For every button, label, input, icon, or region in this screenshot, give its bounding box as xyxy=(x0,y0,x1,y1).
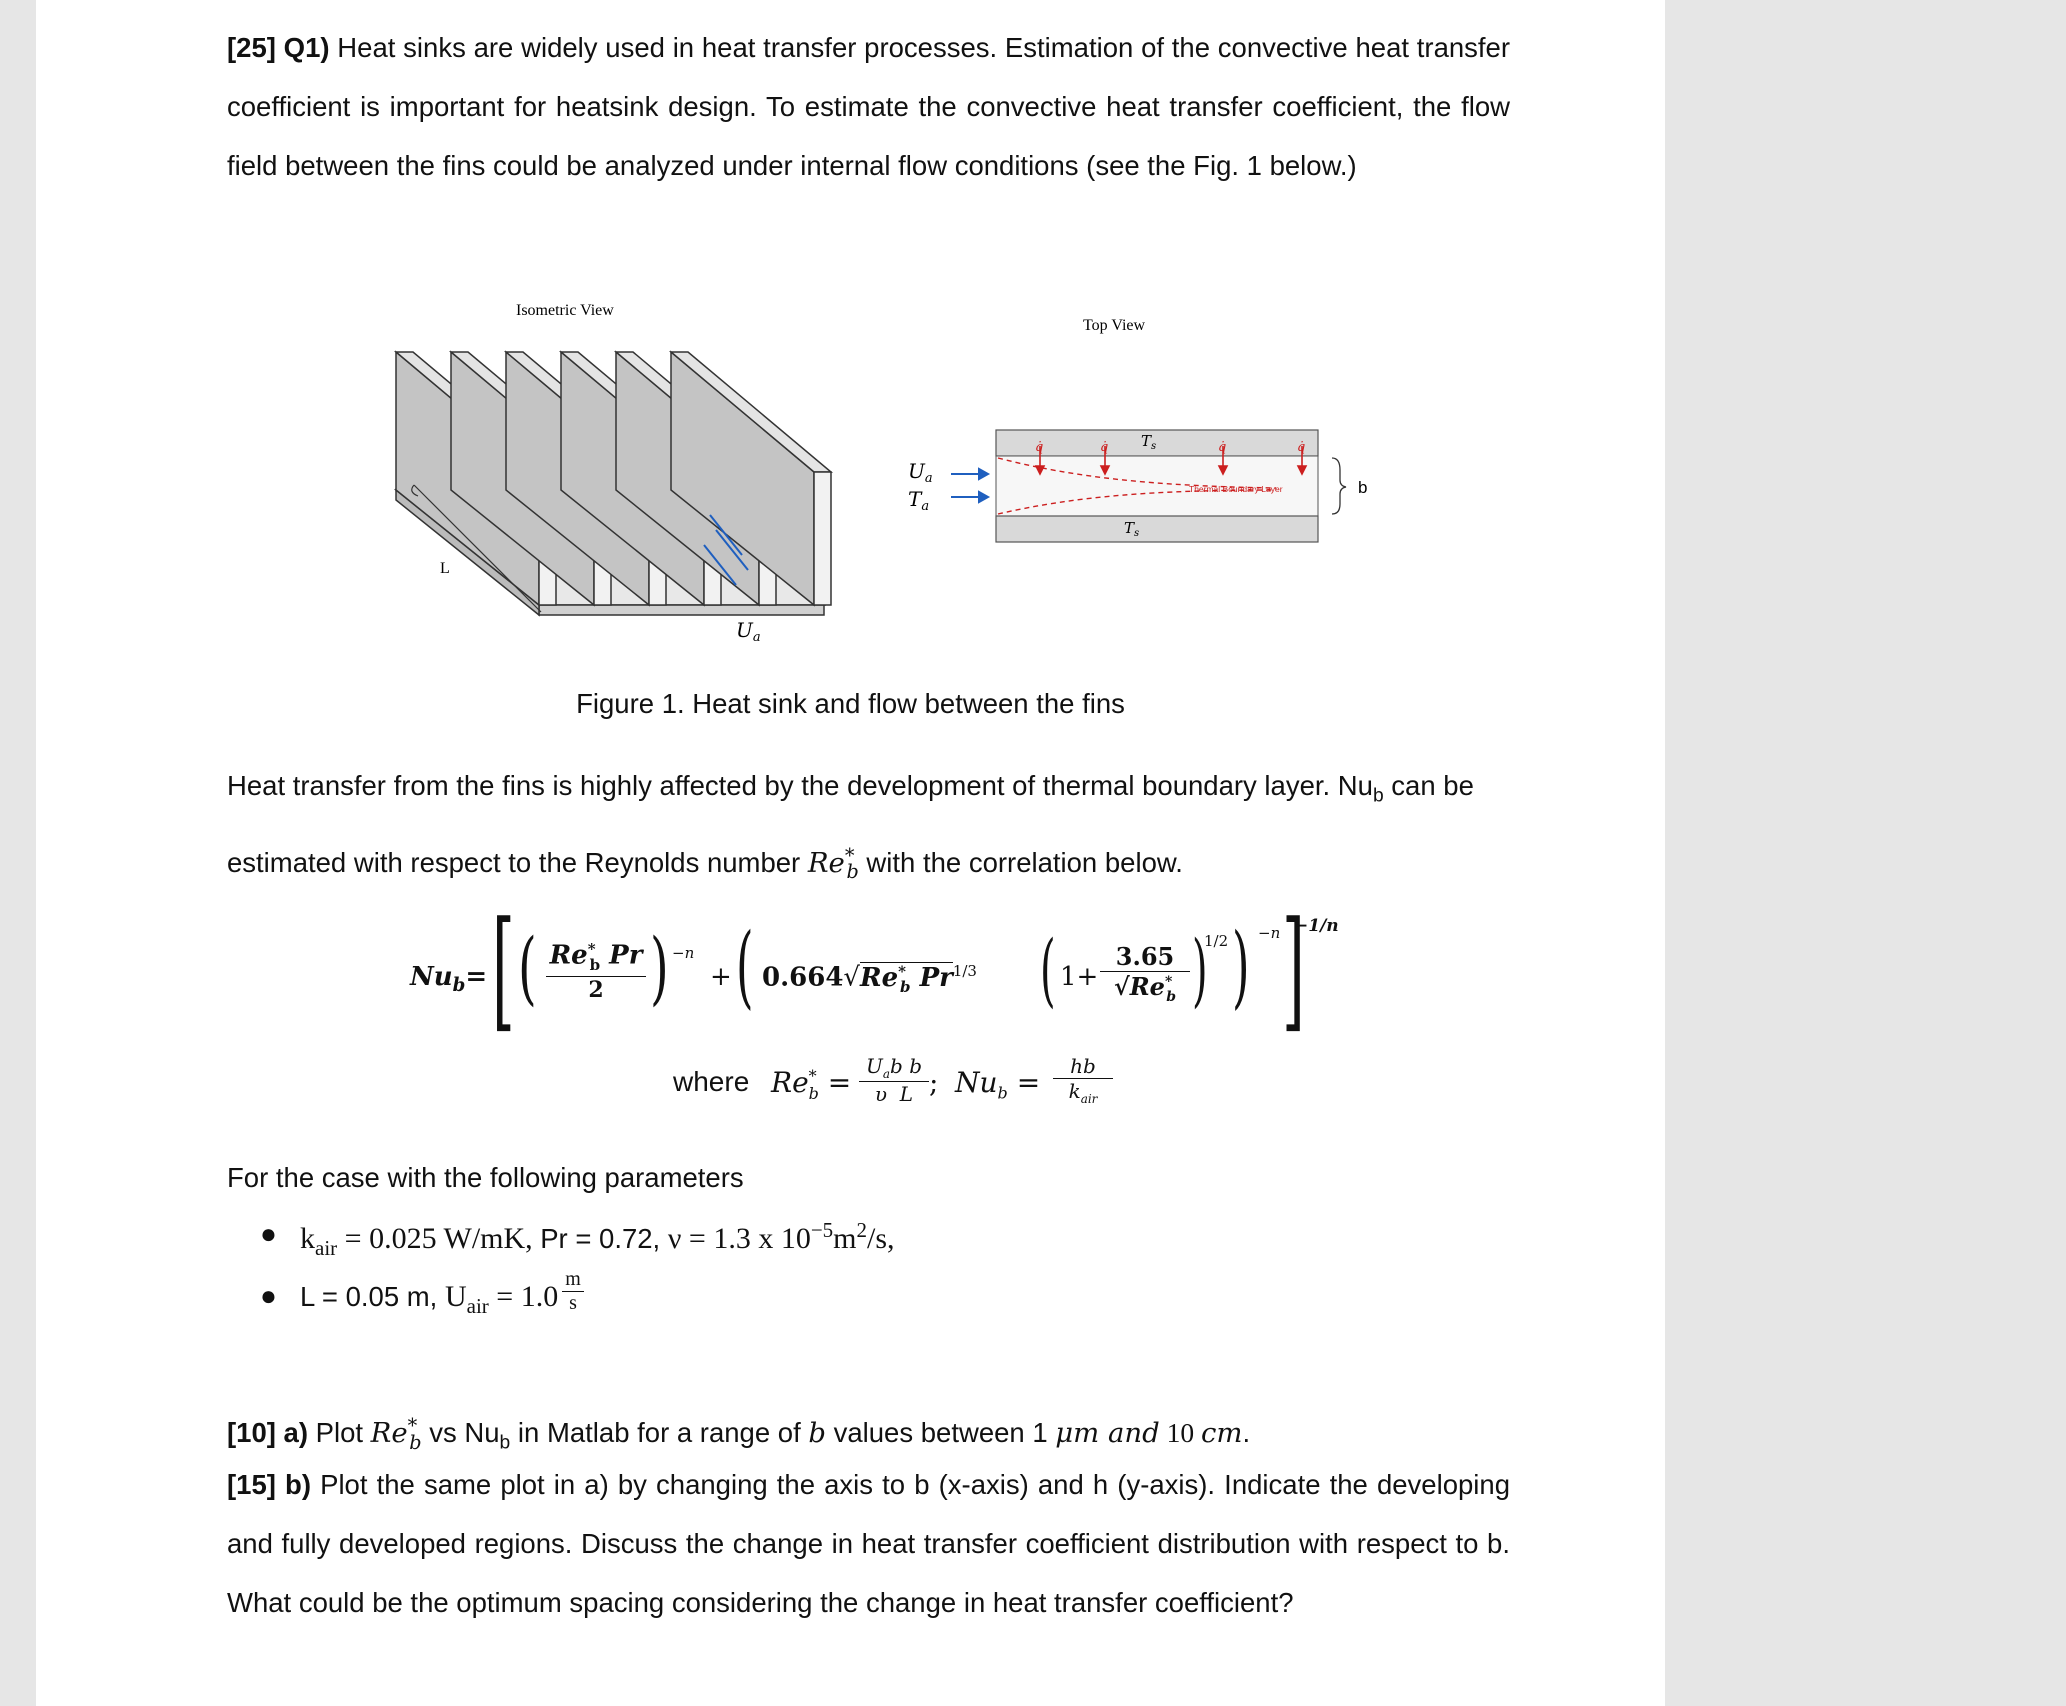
svg-text:Ta: $T_a$ xyxy=(908,487,930,514)
figure-1 xyxy=(36,0,1665,700)
document-page xyxy=(36,0,1665,1706)
svg-text:q̇: q̇ xyxy=(1297,440,1306,455)
top-view-label: Top View xyxy=(1083,317,1146,334)
svg-text:q̇: q̇ xyxy=(1218,440,1227,455)
Ua-label-iso: $U_a$ xyxy=(736,618,761,645)
svg-text:Ts: $T_s$ xyxy=(1124,519,1140,539)
nusselt-correlation: $Nu_b=$ [ ( $Re^*_b$ Pr 2 ) −n + ( $0.664√Re^*_b$ $Pr^{1/3}$ ( 1+ 3.65 $√Re^*_b$ ) 1/2 ) −n ] −1/n xyxy=(410,893,1339,1045)
svg-text:q̇: q̇ xyxy=(1100,440,1109,455)
isometric-view-label: Isometric View xyxy=(516,302,614,319)
svg-text:Ua: $U_a$ xyxy=(908,459,933,486)
L-label: L xyxy=(440,560,450,577)
params-heading: For the case with the following parameters xyxy=(227,1162,744,1193)
param-bullet-1: ● $k_{air} = 0.025$ W/mK, Pr = 0.72, ν = 1.3 x $10^{-5}m^2/s$, xyxy=(260,1218,895,1260)
param-bullet-2: ● L = 0.05 m, $U_{air} = 1.0$ $\frac{m}{s}$ xyxy=(300,1280,588,1319)
svg-text:q̇: q̇ xyxy=(1035,440,1044,455)
part-b: [15] b) Plot the same plot in a) by changing the axis to b (x-axis) and h (y-axis). Indicate the developing and fully developed regions. Discuss the change in heat transfer coefficient distribution with respect to b. What could be the optimum spacing considering the change in heat transfer coefficient? xyxy=(227,1469,1510,1618)
definitions-line: where $Re^*_b$ = $U_ab$ b υ L ; $Nu_b$ = hb $k_{air}$ xyxy=(673,1048,1113,1118)
top-view-diagram xyxy=(908,430,1367,542)
question-text: Heat sinks are widely used in heat transfer processes. Estimation of the convective heat transfer coefficient is important for heatsink design. To estimate the convective heat transfer coefficient, the flow field between the fins could be analyzed under internal flow conditions (see the Fig. 1 below.) xyxy=(227,32,1511,181)
intro-paragraph: Heat transfer from the fins is highly affected by the development of thermal boundary layer. $Nu_b$ can be estimated with respect to the Reynolds number $Re^*_b$ with the correlation below. xyxy=(227,770,1474,884)
boundary-layer-label: Thermal Boundary Layer xyxy=(1189,484,1283,494)
svg-text:Ts: $T_s$ xyxy=(1141,432,1157,452)
figure-caption: Figure 1. Heat sink and flow between the fins xyxy=(576,688,1125,719)
heat-sink-isometric xyxy=(396,352,831,615)
part-a: [10] a) Plot $Re^*_b$ vs $Nu_b$ in Matlab for a range of b values between 1 μm and 10 cm. xyxy=(227,1414,1251,1454)
b-label: b xyxy=(1358,478,1368,497)
question-mark: [25] Q1) xyxy=(227,32,330,63)
